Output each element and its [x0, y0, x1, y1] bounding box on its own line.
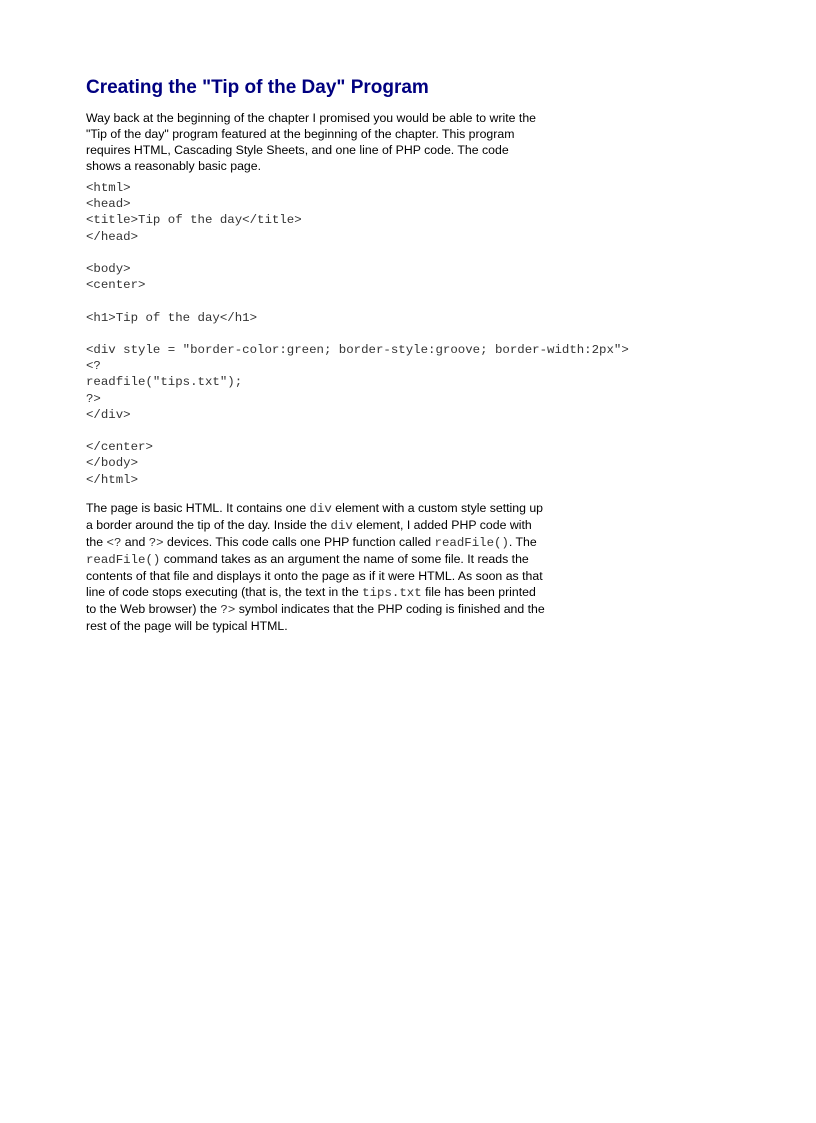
section-heading: Creating the "Tip of the Day" Program [86, 77, 429, 98]
explanation-text: element with a custom style setting up a border around the tip of the day. Inside the [86, 500, 544, 532]
code-listing [86, 180, 629, 488]
explanation-text: devices. This code calls one PHP function called [163, 534, 435, 549]
inline-code-filename: tips.txt [362, 585, 422, 600]
inline-code-readfile: readFile() [434, 535, 509, 550]
intro-paragraph: Way back at the beginning of the chapter I promised you would be able to write the "Tip of the day" program featured at the beginning of the chapter. This program requires HTML, Cascading Style Sheets, and one line of PHP code. The code shows a reasonably basic page. [86, 111, 537, 173]
explanation-text: file has been printed to the Web browser) the [86, 584, 536, 616]
code-line: </center> [86, 440, 153, 455]
code-line: <div style = "border-color:green; border-style:groove; border-width:2px"> [86, 343, 629, 358]
explanation-text: and [121, 534, 149, 549]
code-line: <center> [86, 278, 146, 293]
explanation-text: The page is basic HTML. It contains one [86, 500, 310, 515]
inline-code-readfile: readFile() [86, 552, 161, 567]
code-line: </div> [86, 407, 131, 422]
code-line: <body> [86, 262, 131, 277]
code-line: </html> [86, 472, 139, 487]
code-line: </body> [86, 456, 139, 471]
explanation-text: symbol indicates that the PHP coding is finished and the rest of the page will be typical HTML. [86, 601, 545, 633]
code-line: <html> [86, 181, 131, 195]
code-line: ?> [86, 391, 101, 406]
inline-code-div: div [330, 518, 353, 533]
inline-code-div: div [309, 501, 332, 516]
code-line: <h1>Tip of the day</h1> [86, 310, 258, 325]
inline-code-php-close: ?> [148, 535, 164, 550]
explanation-paragraph [86, 500, 546, 634]
inline-code-php-close: ?> [220, 602, 236, 617]
document-page [86, 76, 629, 634]
code-line: </head> [86, 229, 139, 244]
code-line: <title>Tip of the day</title> [86, 213, 302, 228]
code-line: <head> [86, 197, 131, 212]
code-line: <? [86, 359, 101, 374]
code-line: readfile("tips.txt"); [86, 375, 243, 390]
inline-code-php-open: <? [106, 535, 122, 550]
explanation-text: command takes as an argument the name of some file. It reads the contents of that file and displays it onto the page as if it were HTML. As soon as that line of code stops executing (that is, the text in the [86, 551, 543, 599]
explanation-text: . The [508, 534, 537, 549]
explanation-text: element, I added PHP code with the [86, 517, 532, 549]
